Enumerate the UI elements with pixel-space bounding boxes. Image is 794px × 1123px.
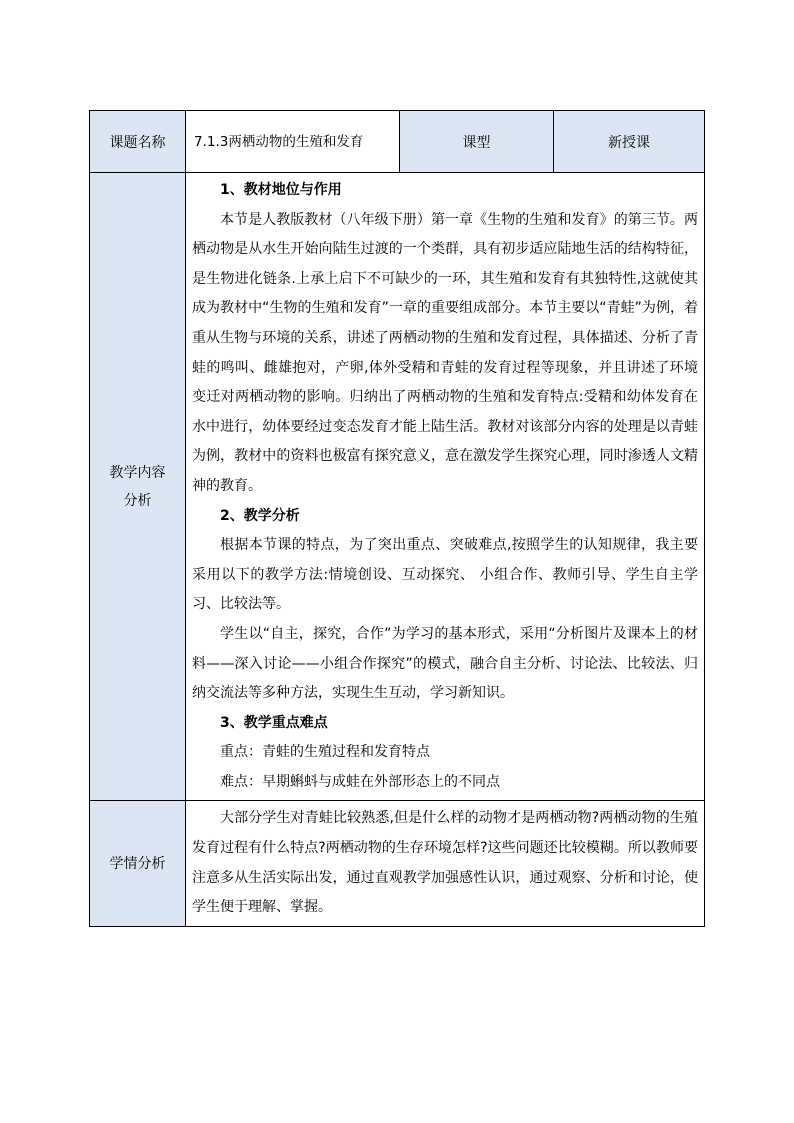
section-title-3: 3、教学重点难点: [220, 714, 328, 731]
student-analysis-paragraph: 大部分学生对青蛙比较熟悉,但是什么样的动物才是两栖动物?两栖动物的生殖发育过程有什么特点?两栖动物的生存环境怎样?这些问题还比较模糊。所以教师要注意多从生活实际出发，通过直观教学加强感性认识，通过观察、分析和讨论，使学生便于理解、掌握。: [192, 810, 698, 916]
content-analysis-row: [90, 173, 705, 801]
student-analysis-row: [90, 801, 705, 926]
section-1-paragraph: 本节是人教版教材（八年级下册）第一章《生物的生殖和发育》的第三节。两栖动物是从水生开始向陆生过渡的一个类群，具有初步适应陆地生活的结构特征，是生物进化链条.上承上启下不可缺少的一环，其生殖和发育有其独特性,这就使其成为教材中“生物的生殖和发育”一章的重要组成部分。本节主要以“青蛙”为例，着重从生物与环境的关系，讲述了两栖动物的生殖和发育过程，具体描述、分析了青蛙的鸣叫、雌雄抱对，产卵,体外受精和青蛙的发育过程等现象，并且讲述了环境变迁对两栖动物的影响。归纳出了两栖动物的生殖和发育特点:受精和幼体发育在水中进行，幼体要经过变态发育才能上陆生活。教材对该部分内容的处理是以青蛙为例，教材中的资料也极富有探究意义，意在激发学生探究心理，同时渗透人文精神的教育。: [192, 211, 698, 494]
content-analysis-label-line1: 教学内容: [109, 464, 166, 481]
section-title-2: 2、教学分析: [220, 507, 300, 524]
section-title-1: 1、教材地位与作用: [220, 182, 342, 198]
content-analysis-label-line2: 分析: [123, 492, 152, 509]
course-name-label: 课题名称: [90, 111, 186, 173]
course-type-value: 新授课: [554, 111, 705, 173]
difficulty-point: 难点：早期蝌蚪与成蛙在外部形态上的不同点: [220, 773, 500, 790]
content-analysis-body: [186, 173, 705, 801]
key-point: 重点：青蛙的生殖过程和发育特点: [220, 744, 430, 761]
lesson-plan-table: [89, 110, 705, 927]
header-row: [90, 111, 705, 173]
course-name-value: 7.1.3两栖动物的生殖和发育: [186, 111, 400, 173]
content-analysis-label: [90, 173, 186, 801]
section-2-paragraph-1: 根据本节课的特点，为了突出重点、突破难点,按照学生的认知规律，我主要采用以下的教学方法:情境创设、互动探究、 小组合作、教师引导、学生自主学习、比较法等。: [192, 537, 698, 613]
student-analysis-label: 学情分析: [90, 801, 186, 926]
student-analysis-body: [186, 801, 705, 926]
course-type-label: 课型: [400, 111, 554, 173]
section-2-paragraph-2: 学生以“自主，探究，合作”为学习的基本形式，采用“分析图片及课本上的材料——深入讨论——小组合作探究”的模式，融合自主分析、讨论法、比较法、归纳交流法等多种方法，实现生生互动，学习新知识。: [192, 625, 698, 702]
